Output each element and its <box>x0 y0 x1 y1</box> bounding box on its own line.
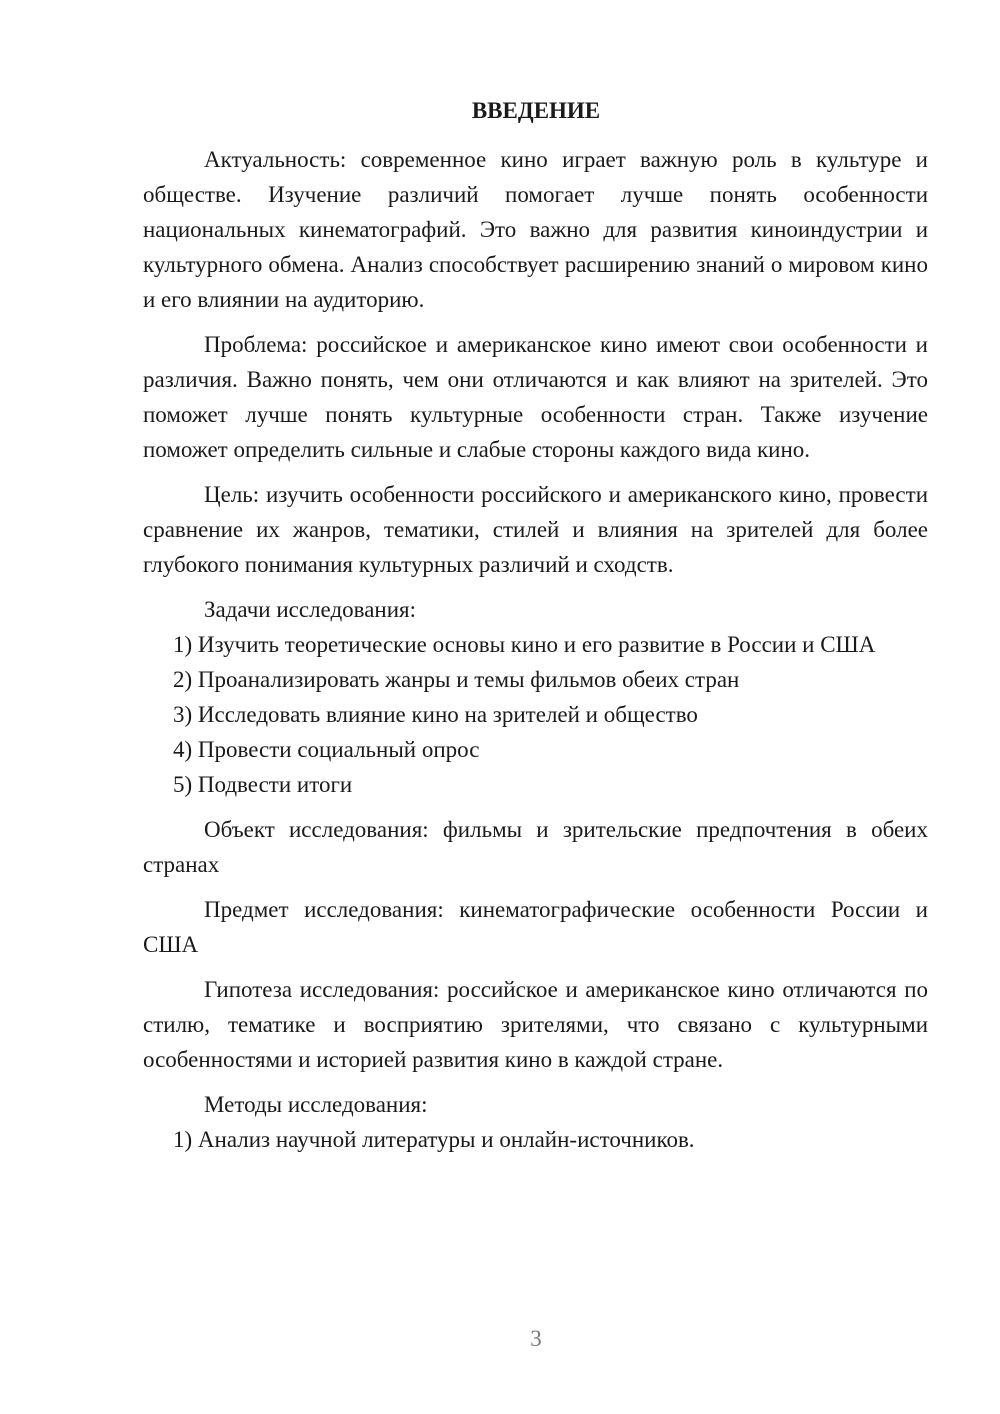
task-item-2: 2) Проанализировать жанры и темы фильмов обеих стран <box>173 667 740 692</box>
subject-paragraph: Предмет исследования: кинематографические особенности России и США <box>143 897 928 957</box>
relevance-paragraph: Актуальность: современное кино играет важную роль в культуре и обществе. Изучение различий помогает лучше понять особенности национальных кинематографий. Это важно для развития киноиндустрии и культурного обмена. Анализ способствует расширению знаний о мировом кино и его влиянии на аудиторию. <box>143 147 928 312</box>
goal-paragraph: Цель: изучить особенности российского и американского кино, провести сравнение их жанров, тематики, стилей и влияния на зрителей для более глубокого понимания культурных различий и сходств. <box>143 482 928 577</box>
task-item-1: 1) Изучить теоретические основы кино и его развитие в России и США <box>173 632 876 657</box>
problem-paragraph: Проблема: российское и американское кино имеют свои особенности и различия. Важно понять, чем они отличаются и как влияют на зрителей. Это поможет лучше понять культурные особенности стран. Также изучение поможет определить сильные и слабые стороны каждого вида кино. <box>143 332 928 462</box>
page-title: ВВЕДЕНИЕ <box>471 98 601 123</box>
task-item-5: 5) Подвести итоги <box>173 772 353 797</box>
method-item-1: 1) Анализ научной литературы и онлайн-источников. <box>173 1127 695 1152</box>
page-number: 3 <box>530 1326 542 1351</box>
object-paragraph: Объект исследования: фильмы и зрительские предпочтения в обеих странах <box>143 817 928 877</box>
methods-heading: Методы исследования: <box>204 1092 428 1117</box>
document-body <box>143 142 928 1157</box>
task-item-3: 3) Исследовать влияние кино на зрителей и общество <box>173 702 698 727</box>
task-item-4: 4) Провести социальный опрос <box>173 737 480 762</box>
tasks-heading: Задачи исследования: <box>204 597 417 622</box>
hypothesis-paragraph: Гипотеза исследования: российское и американское кино отличаются по стилю, тематике и восприятию зрителями, что связано с культурными особенностями и историей развития кино в каждой стране. <box>143 977 928 1072</box>
